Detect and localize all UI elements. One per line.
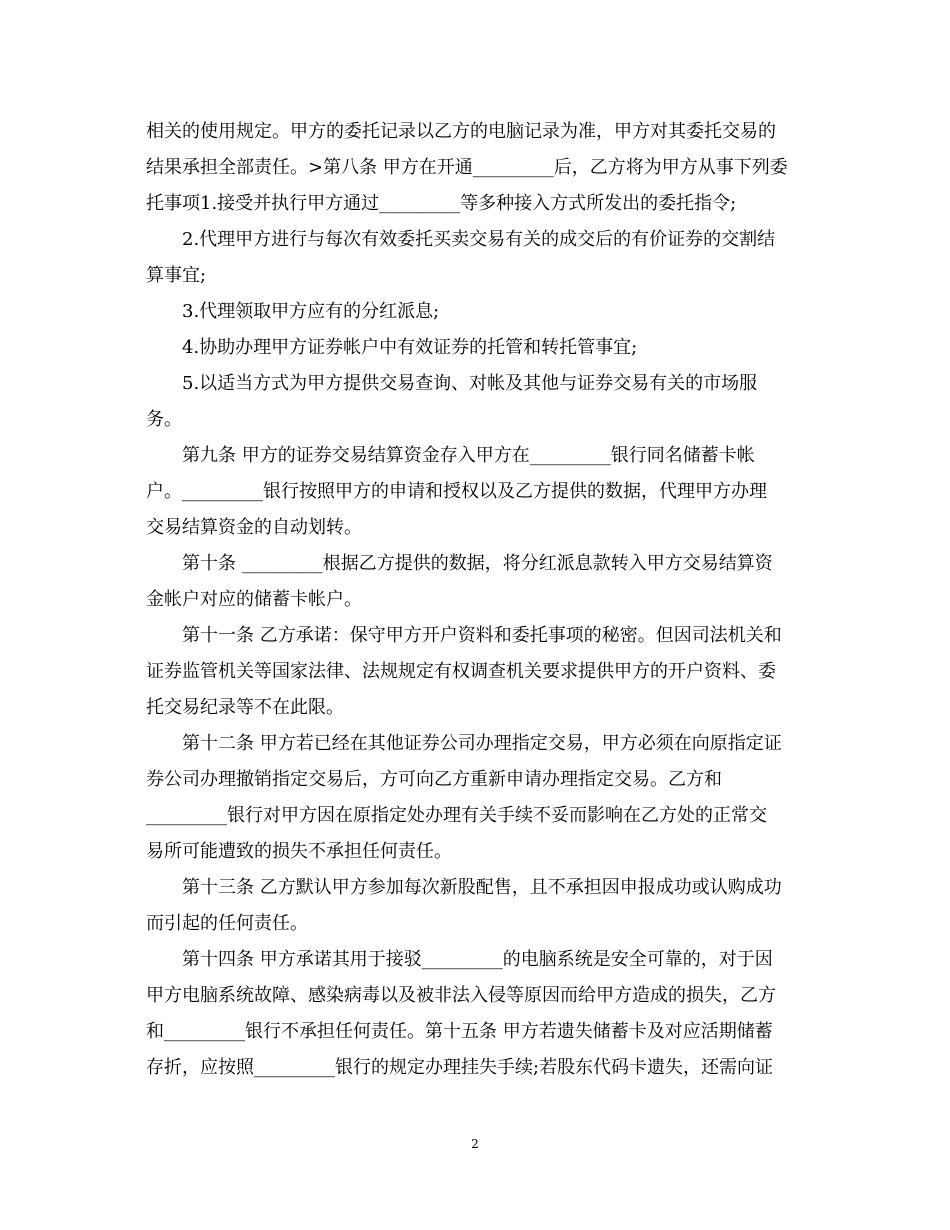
text-line: 务。	[146, 409, 182, 430]
text-line: 5.以适当方式为甲方提供交易查询、对帐及其他与证券交易有关的市场服	[146, 373, 758, 394]
text-line: 相关的使用规定。甲方的委托记录以乙方的电脑记录为准，甲方对其委托交易的	[146, 121, 776, 142]
text-line: 存折，应按照_________银行的规定办理挂失手续;若股东代码卡遗失，还需向证	[146, 1057, 774, 1078]
text-line: 2.代理甲方进行与每次有效委托买卖交易有关的成交后的有价证券的交割结	[146, 229, 776, 250]
text-line: 第十三条 乙方默认甲方参加每次新股配售，且不承担因申报成功或认购成功	[146, 877, 782, 898]
text-line: 户。_________银行按照甲方的申请和授权以及乙方提供的数据，代理甲方办理	[146, 481, 767, 502]
text-line: 第十二条 甲方若已经在其他证券公司办理指定交易，甲方必须在向原指定证	[146, 733, 782, 754]
text-line: 第十四条 甲方承诺其用于接驳_________的电脑系统是安全可靠的，对于因	[146, 949, 773, 970]
text-line: 甲方电脑系统故障、感染病毒以及被非法入侵等原因而给甲方造成的损失，乙方	[146, 985, 776, 1006]
text-line: _________银行对甲方因在原指定处办理有关手续不妥而影响在乙方处的正常交	[146, 805, 767, 826]
text-line: 第九条 甲方的证券交易结算资金存入甲方在_________银行同名储蓄卡帐	[146, 445, 755, 466]
text-line: 第十一条 乙方承诺：保守甲方开户资料和委托事项的秘密。但因司法机关和	[146, 625, 782, 646]
text-line: 算事宜;	[146, 265, 207, 286]
page-number: 2	[471, 1137, 479, 1151]
text-line: 和_________银行不承担任何责任。第十五条 甲方若遗失储蓄卡及对应活期储蓄	[146, 1021, 773, 1042]
text-line: 交易结算资金的自动划转。	[146, 517, 362, 538]
text-line: 第十条 _________根据乙方提供的数据，将分红派息款转入甲方交易结算资	[146, 553, 773, 574]
text-line: 金帐户对应的储蓄卡帐户。	[146, 589, 362, 610]
text-line: 券公司办理撤销指定交易后，方可向乙方重新申请办理指定交易。乙方和	[146, 769, 722, 790]
text-line: 证券监管机关等国家法律、法规规定有权调查机关要求提供甲方的开户资料、委	[146, 661, 776, 682]
text-line: 而引起的任何责任。	[146, 913, 308, 934]
document-body	[146, 114, 810, 1086]
text-line: 4.协助办理甲方证券帐户中有效证券的托管和转托管事宜;	[146, 337, 638, 358]
text-line: 托事项1.接受并执行甲方通过_________等多种接入方式所发出的委托指令;	[146, 193, 737, 214]
text-line: 结果承担全部责任。>第八条 甲方在开通_________后，乙方将为甲方从事下列委	[146, 157, 788, 178]
text-line: 托交易纪录等不在此限。	[146, 697, 344, 718]
text-line: 易所可能遭致的损失不承担任何责任。	[146, 841, 452, 862]
text-line: 3.代理领取甲方应有的分红派息;	[146, 301, 440, 322]
